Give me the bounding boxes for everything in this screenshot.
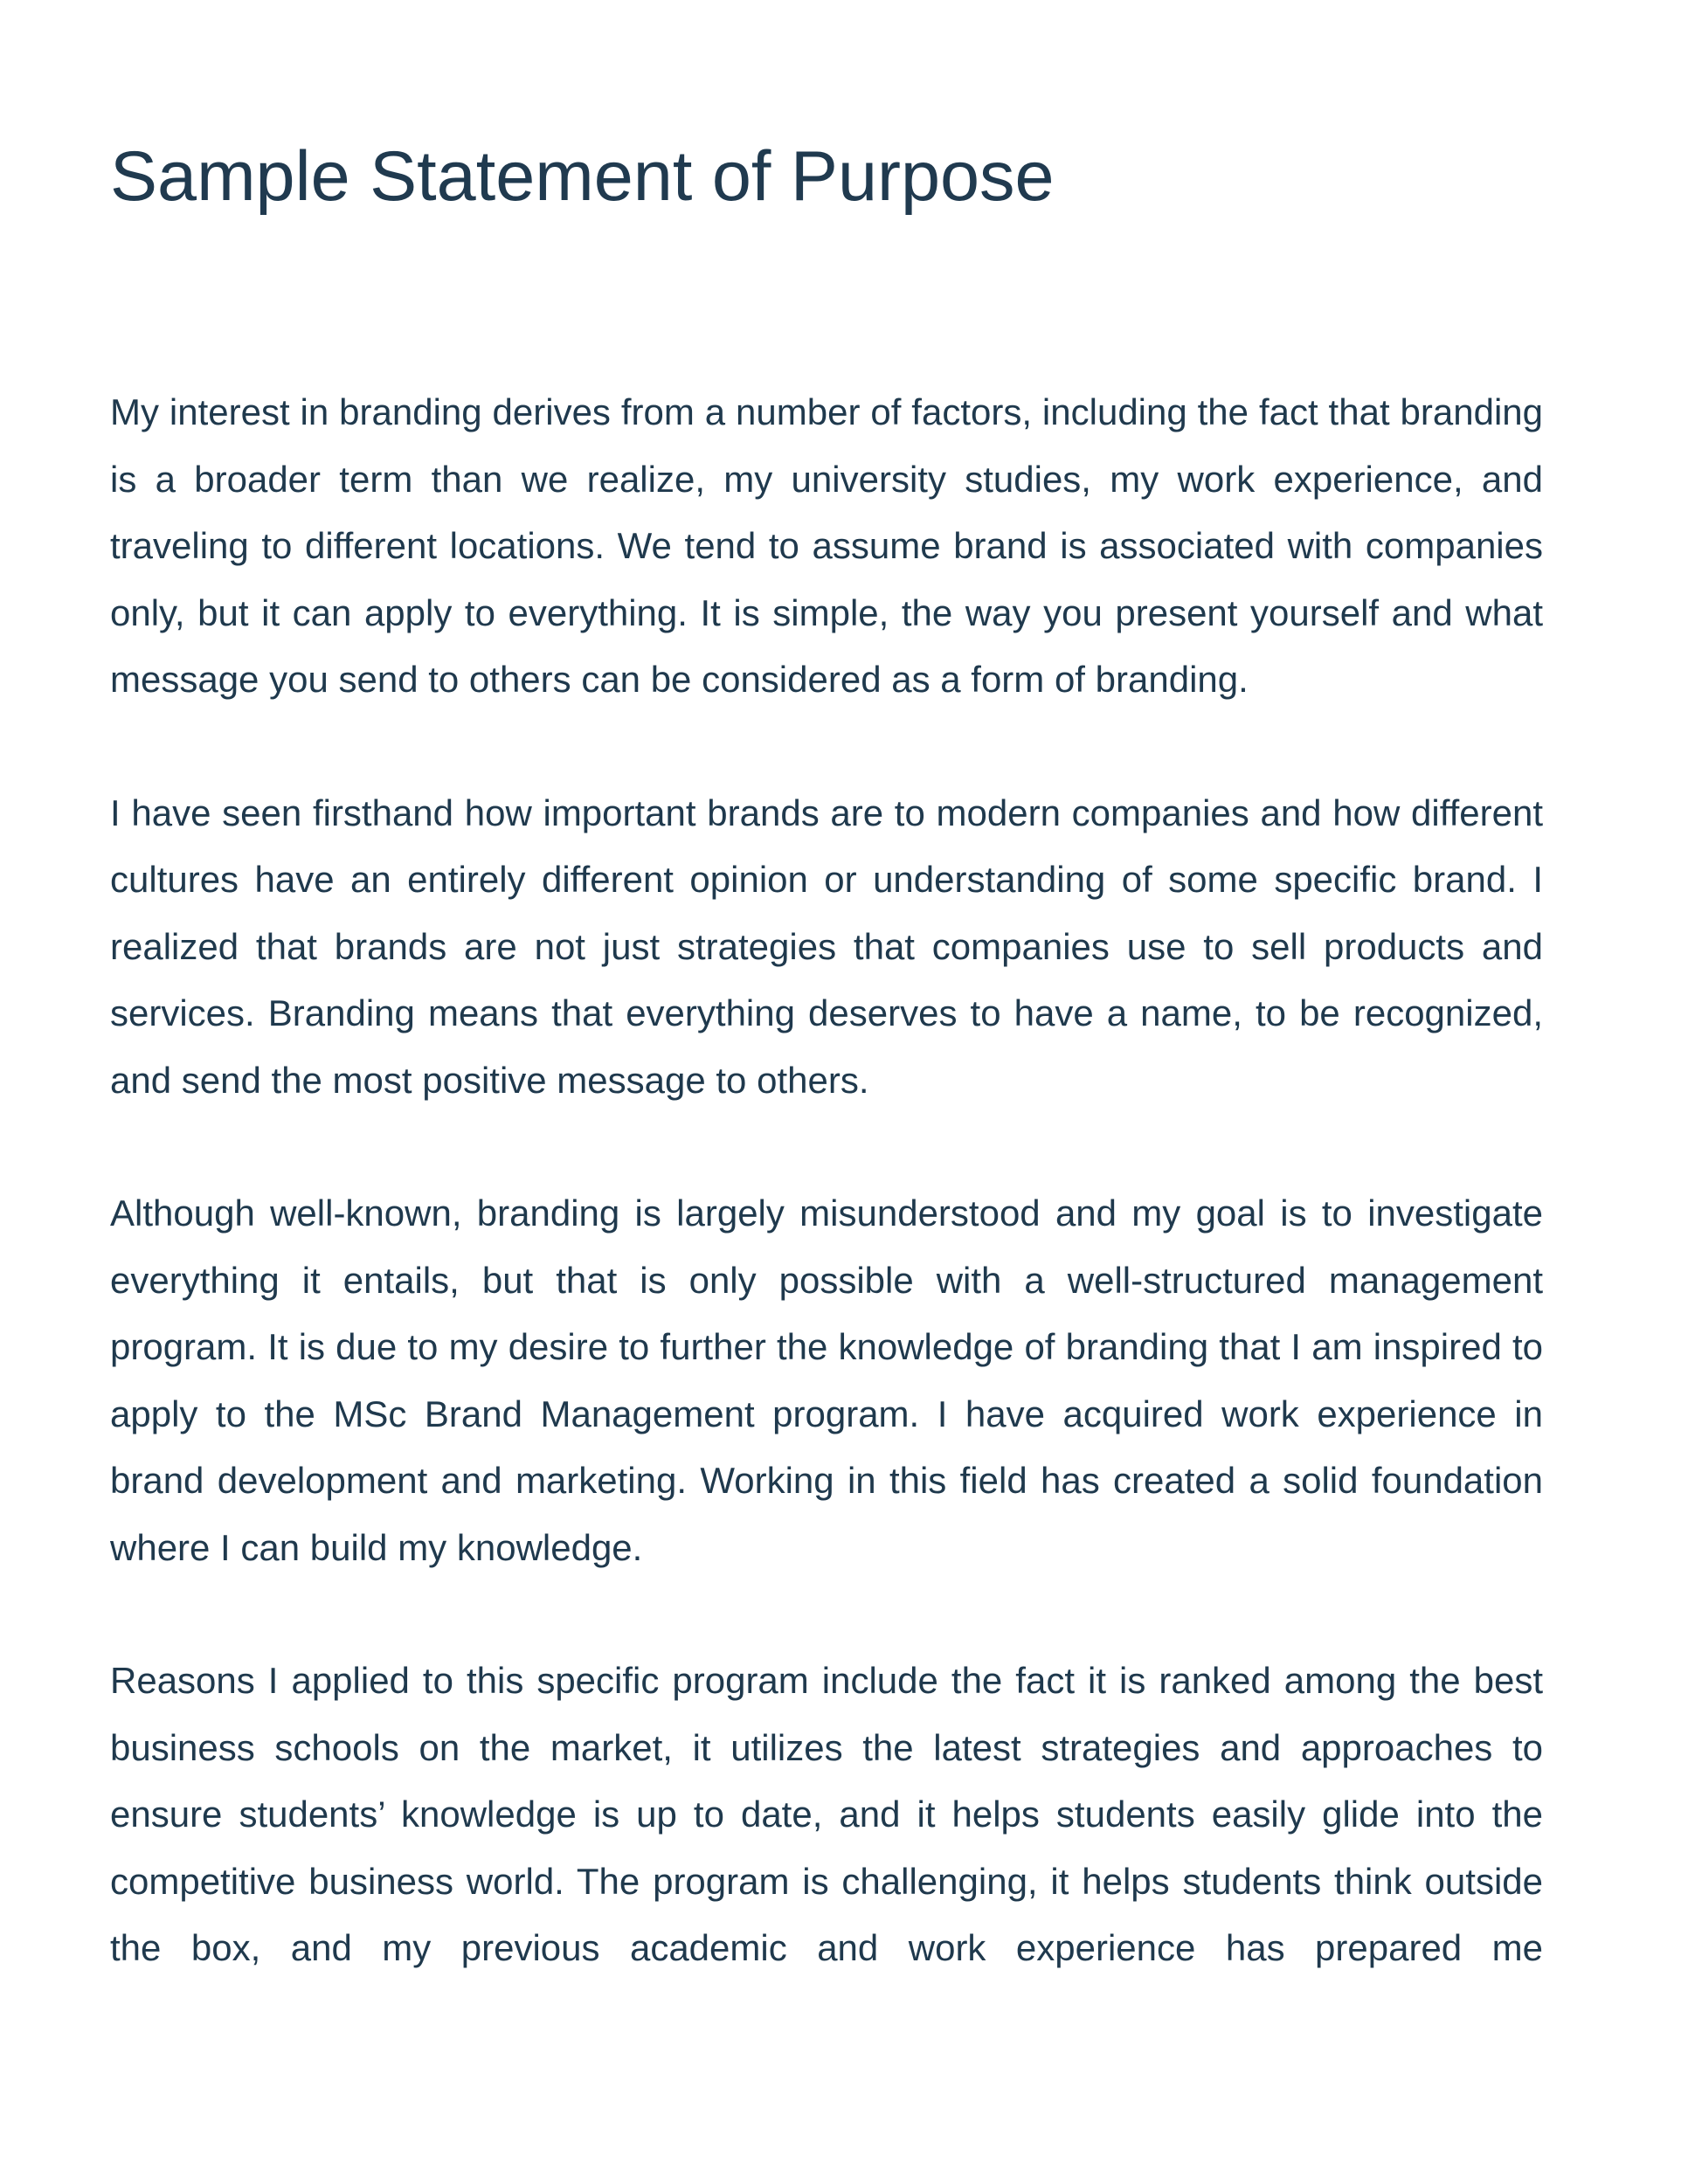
document-title: Sample Statement of Purpose xyxy=(110,137,1055,216)
paragraph-program-motivation: Although well-known, branding is largely misunderstood and my goal is to investigate everything it entails, but that is only possible with a well-structured management program. It is due to my desire to further the knowledge of branding that I am inspired to apply to the MSc Brand Management program. I have acquired work experience in brand development and marketing. Working in this field has created a solid foundation where I can build my knowledge. xyxy=(110,1192,1543,1568)
paragraph-branding-interest: My interest in branding derives from a number of factors, including the fact that branding is a broader term than we realize, my university studies, my work experience, and traveling to different locations. We tend to assume brand is associated with companies only, but it can apply to everything. It is simple, the way you present yourself and what message you send to others can be considered as a form of branding. xyxy=(110,391,1543,700)
paragraph-program-reasons: Reasons I applied to this specific program include the fact it is ranked among the best business schools on the market, it utilizes the latest strategies and approaches to ensure students’ knowledge is up to date, and it helps students easily glide into the competitive business world. The program is challenging, it helps students think outside the box, and my previous academic and work experience has prepared me xyxy=(110,1660,1543,1968)
paragraph-brand-importance: I have seen firsthand how important brands are to modern companies and how different cultures have an entirely different opinion or understanding of some specific brand. I realized that brands are not just strategies that companies use to sell products and services. Branding means that everything deserves to have a name, to be recognized, and send the most positive message to others. xyxy=(110,791,1543,1101)
document-body xyxy=(110,379,1543,2049)
